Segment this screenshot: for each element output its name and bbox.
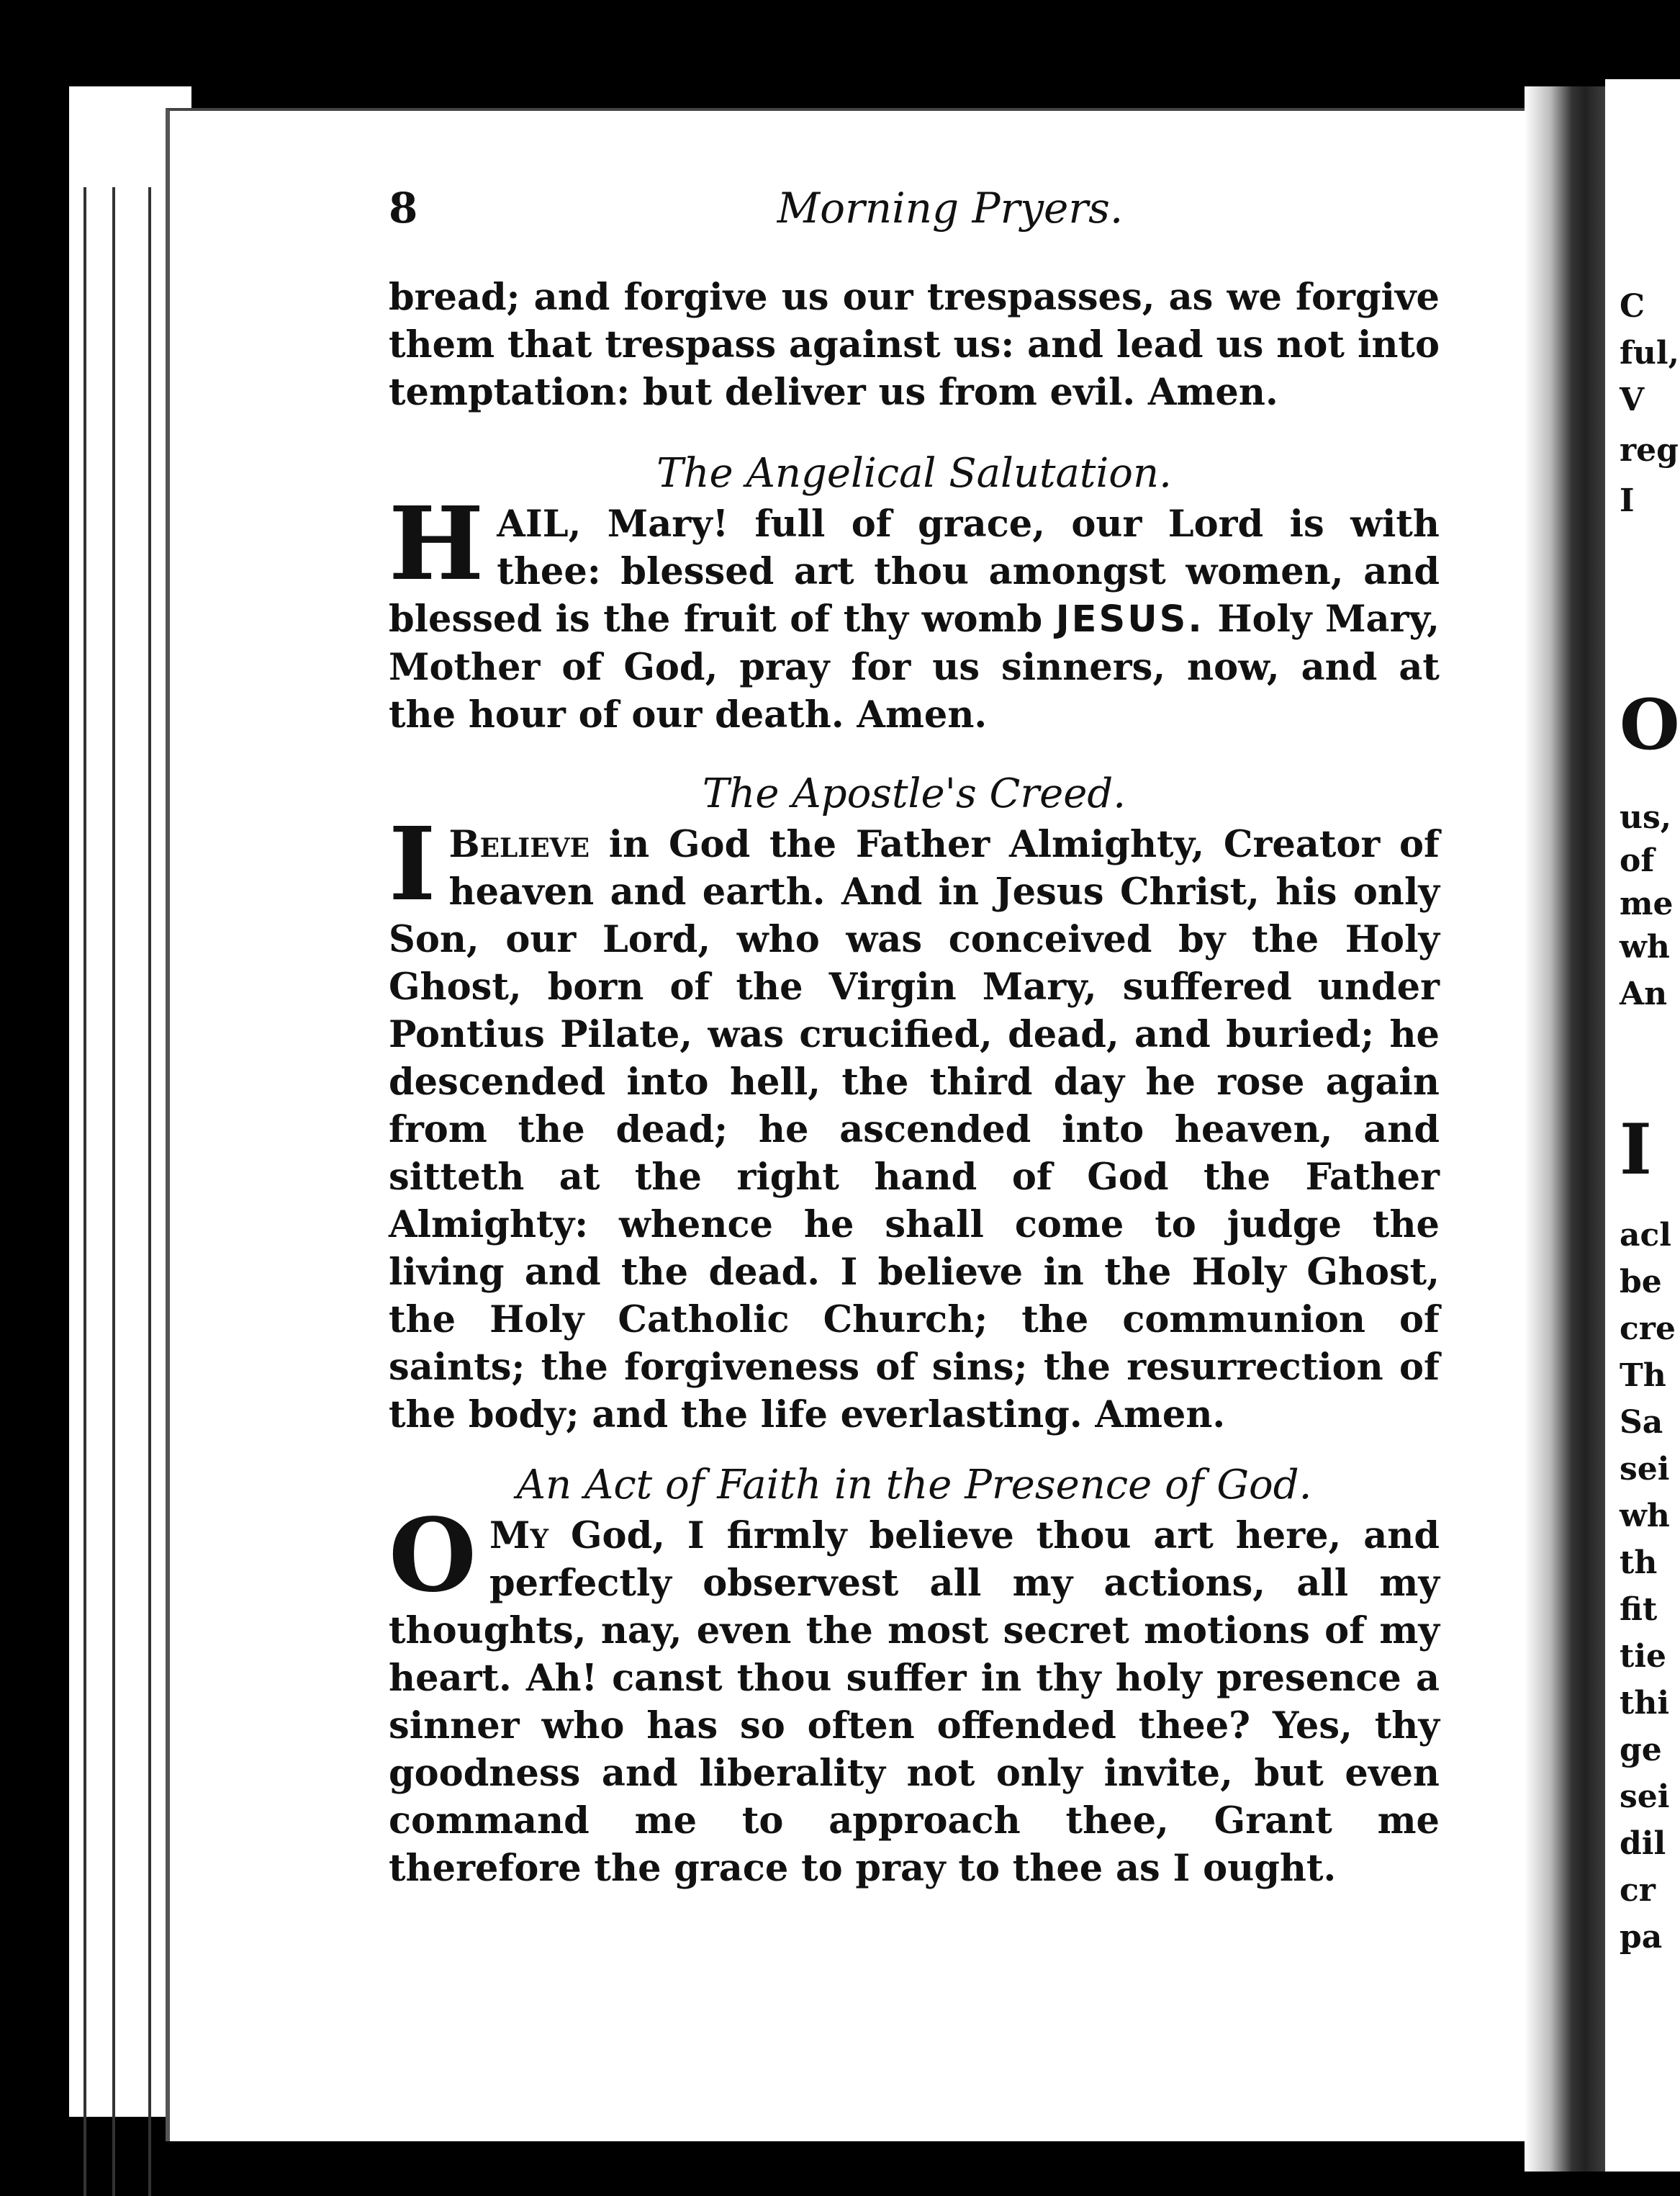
running-title: Morning Pryers. (777, 184, 1124, 233)
paragraph-text: Mary! full of grace, our Lord is with thee: blessed art thou amongst women, and blessed is the fruit of thy womb (389, 503, 1440, 641)
section-body-angelical-salutation (389, 485, 1440, 739)
paragraph-text: God, I firmly believe thou art here, and perfectly observest all my actions, all my thoughts, nay, even the most secret motions of my heart. Ah! canst thou suffer in thy holy presence a sinner who has so often offended thee? Yes, thy goodness and liberality not only invite, but even command me to approach thee, Grant me therefore the grace to pray to thee as I ought. (389, 1514, 1440, 1890)
facing-fragment: thi (1620, 1685, 1670, 1722)
facing-fragment: C (1620, 288, 1645, 325)
facing-fragment: fit (1620, 1591, 1658, 1628)
facing-page (1605, 79, 1680, 2172)
facing-fragment: us, (1620, 799, 1672, 836)
section-title: The Angelical Salutation. (656, 450, 1172, 497)
facing-fragment: I (1620, 482, 1635, 519)
facing-fragment: acl (1620, 1217, 1672, 1254)
page-edge-line (112, 187, 115, 2196)
emphasized-word: JESUS. (1055, 598, 1204, 641)
facing-fragment: An (1620, 976, 1668, 1012)
page-number: 8 (389, 184, 418, 233)
facing-fragment: be (1620, 1264, 1662, 1300)
section-title: The Apostle's Creed. (702, 770, 1126, 817)
section-body-act-of-faith (389, 1497, 1440, 1892)
facing-fragment: reg (1620, 432, 1679, 469)
facing-fragment: I (1620, 1109, 1652, 1190)
facing-fragment: sei (1620, 1778, 1670, 1815)
facing-fragment: me (1620, 886, 1674, 922)
section-title: An Act of Faith in the Presence of God. (516, 1462, 1312, 1508)
lead-word: My (489, 1514, 549, 1557)
lead-word: AIL, (497, 503, 582, 546)
lords-prayer-ending (389, 274, 1440, 416)
facing-fragment: cr (1620, 1872, 1656, 1909)
facing-fragment: wh (1620, 929, 1670, 966)
paragraph: bread; and forgive us our trespasses, as we forgive them that trespass against us: and lead us not into temptation: but deliver us from evil. Amen. (389, 276, 1440, 414)
facing-fragment: cre (1620, 1310, 1676, 1347)
facing-fragment: ge (1620, 1732, 1662, 1768)
facing-fragment: dil (1620, 1825, 1666, 1862)
page-header (389, 184, 1512, 241)
paragraph-text: Holy Mary, Mother of God, pray for us sinners, now, and at the hour of our death. Amen. (389, 598, 1440, 737)
facing-fragment: of (1620, 842, 1655, 879)
facing-fragment: Th (1620, 1357, 1666, 1394)
facing-fragment: tie (1620, 1638, 1667, 1675)
facing-fragment: wh (1620, 1498, 1670, 1534)
facing-fragment: O (1620, 684, 1680, 765)
book-gutter (1525, 86, 1611, 2172)
facing-fragment: pa (1620, 1919, 1663, 1956)
page-edge-line (83, 187, 86, 2196)
lead-word: Believe (448, 823, 590, 866)
facing-fragment: sei (1620, 1451, 1670, 1488)
facing-fragment: V (1620, 382, 1645, 418)
page-edge-line (148, 187, 151, 2196)
facing-fragment: ful, (1620, 335, 1679, 372)
facing-fragment: th (1620, 1544, 1658, 1581)
facing-fragment: Sa (1620, 1404, 1663, 1441)
section-body-apostles-creed (389, 806, 1440, 1439)
drop-cap: H (389, 485, 484, 603)
drop-cap: O (389, 1497, 477, 1615)
drop-cap: I (389, 806, 436, 924)
paragraph-text: in God the Father Almighty, Creator of heaven and earth. And in Jesus Christ, his only Son, our Lord, who was conceived by the Holy Ghost, born of the Virgin Mary, suffered under Pontius Pilate, was crucified, dead, and buried; he descended into hell, the third day he rose again from the dead; he ascended into heaven, and sitteth at the right hand of God the Father Almighty: whence he shall come to judge the living and the dead. I believe in the Holy Ghost, the Holy Catholic Church; the communion of saints; the forgiveness of sins; the resurrection of the body; and the life everlasting. Amen. (389, 823, 1440, 1436)
